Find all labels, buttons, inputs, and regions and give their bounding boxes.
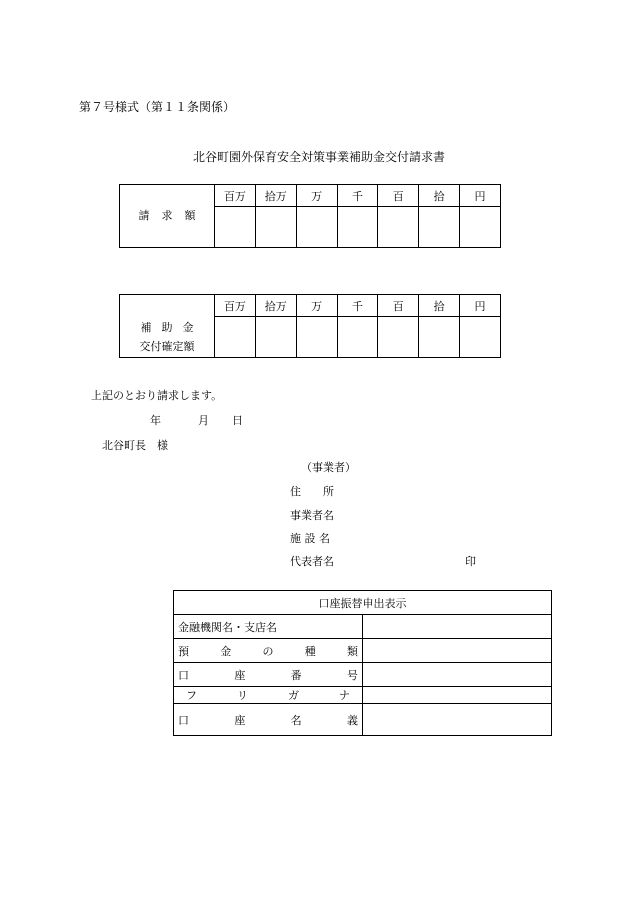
request-amount-label: 請求額 [138,208,208,222]
label-char: 座 [234,668,246,682]
request-amount-table [119,184,501,248]
date-year: 年 [150,414,161,427]
col-header: 拾万 [255,185,296,207]
label-char: ナ [339,689,350,702]
grant-amount-table [119,294,501,358]
col-header: 万 [296,295,337,317]
label-char: ガ [288,689,299,702]
label-char: の [262,644,274,658]
amount-cell[interactable] [460,207,501,248]
col-header: 円 [460,185,501,207]
deposit-type-label [178,643,358,659]
label-char: 口 [178,668,189,682]
label-char: 預 [178,644,189,658]
amount-cell[interactable] [378,207,419,248]
label-char: 名 [290,713,302,727]
col-header: 拾 [419,185,460,207]
col-header: 拾 [419,295,460,317]
amount-cell[interactable] [255,317,296,358]
label-char: 口 [178,713,189,727]
addressee: 北谷町長 様 [102,439,168,452]
amount-cell[interactable] [419,317,460,358]
amount-cell[interactable] [255,207,296,248]
col-header: 百万 [215,295,256,317]
label-char: 座 [234,713,246,727]
request-label-cell [120,185,215,207]
date-day: 日 [232,414,243,427]
bank-branch-label: 金融機関名・支店名 [174,615,363,639]
col-header: 千 [337,295,378,317]
label-char: フ [186,689,197,702]
col-header: 円 [460,295,501,317]
account-number-label [178,667,358,683]
label-char: 種 [304,644,316,658]
account-holder-label [178,712,358,728]
amount-cell[interactable] [296,317,337,358]
account-number-field[interactable] [363,663,552,687]
amount-cell[interactable] [460,317,501,358]
amount-cell[interactable] [337,207,378,248]
amount-cell[interactable] [337,317,378,358]
bank-branch-field[interactable] [363,615,552,639]
deposit-type-field[interactable] [363,639,552,663]
document-title: 北谷町園外保育安全対策事業補助金交付請求書 [193,150,446,164]
representative-label: 代表者名 [290,555,334,568]
bank-transfer-table [173,590,552,736]
col-header: 百万 [215,185,256,207]
amount-cell[interactable] [215,207,256,248]
amount-cell[interactable] [296,207,337,248]
form-number: 第７号様式（第１１条関係） [79,100,236,114]
amount-cell[interactable] [419,207,460,248]
grant-label-line2: 交付確定額 [139,339,195,353]
label-char: 金 [220,644,232,658]
furigana-field[interactable] [363,687,552,704]
applicant-heading: （事業者） [301,461,356,474]
label-char: 類 [347,644,358,658]
seal-mark: 印 [465,555,476,568]
amount-cell[interactable] [378,317,419,358]
address-label: 住 所 [290,485,334,498]
label-char: リ [237,689,248,702]
facility-name-label: 施 設 名 [290,532,330,545]
col-header: 拾万 [255,295,296,317]
col-header: 百 [378,295,419,317]
label-char: 号 [346,668,358,682]
col-header: 千 [337,185,378,207]
bank-table-caption: 口座振替申出表示 [174,591,552,615]
account-holder-field[interactable] [363,704,552,736]
col-header: 万 [296,185,337,207]
furigana-label [186,687,350,703]
amount-cell[interactable] [215,317,256,358]
business-name-label: 事業者名 [290,509,334,522]
col-header: 百 [378,185,419,207]
date-month: 月 [198,414,209,427]
label-char: 義 [346,713,358,727]
request-statement: 上記のとおり請求します。 [91,389,223,402]
label-char: 番 [290,668,302,682]
grant-label-line1: 補助金 [140,320,204,334]
